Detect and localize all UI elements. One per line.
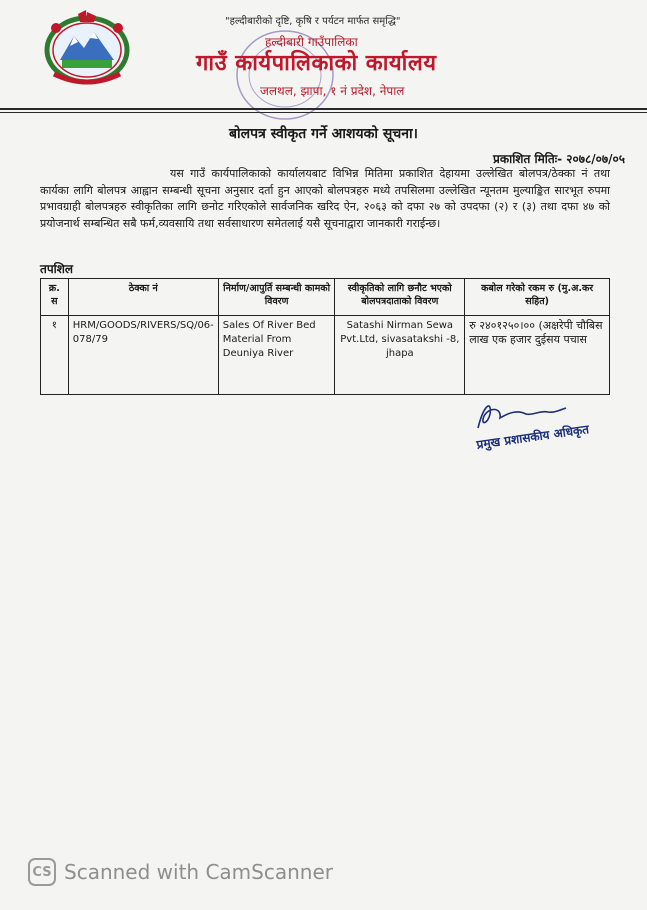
camscanner-watermark: Scanned with CamScanner	[64, 860, 333, 884]
notice-paragraph: यस गाउँ कार्यपालिकाको कार्यालयबाट विभिन्न मितिमा प्रकाशित देहायमा उल्लेखित बोलपत्र/ठेक्का नं तथा कार्यका लागि बोलपत्र आह्वान सम्बन्धी सूचना अनुसार दर्ता हुन आएको बोलपत्रहरु मध्ये तपसिलमा उल्लेखित न्यूनतम मुल्याङ्कित सारभूत रुपमा प्रभावग्राही बोलपत्रहरु स्वीकृतिका लागि छनोट गरिएकोले सार्वजनिक खरिद ऐन, २०६३ को दफा २७ को उपदफा (२) र (३) तथा दफा ४७ को प्रयोजनार्थ सम्बन्धित सबै फर्म,व्यवसायि तथा सर्वसाधारण समेतलाई यसै सूचनाद्वारा जानकारी गराईन्छ।	[40, 167, 610, 230]
details-heading: तपशिल	[40, 262, 74, 276]
camscanner-logo-icon: CS	[28, 858, 56, 886]
header-divider	[0, 108, 647, 110]
cell-serial: १	[41, 316, 69, 395]
slogan: "हल्दीबारीको दृष्टि, कृषि र पर्यटन मार्फत समृद्धि"	[225, 16, 401, 27]
header-serial: क्र. स	[41, 279, 69, 316]
award-table	[40, 278, 610, 395]
publish-date: प्रकाशित मितिः- २०७८/०७/०५	[493, 152, 625, 166]
header-bidder: स्वीकृतिको लागि छनौट भएको बोलपत्रदाताको विवरण	[335, 279, 465, 316]
header-work-description: निर्माण/आपुर्ति सम्बन्धी कामको विवरण	[218, 279, 335, 316]
municipality-name: हल्दीबारी गाउँपालिका	[265, 35, 358, 49]
table-row	[41, 316, 610, 395]
notice-title: बोलपत्र स्वीकृत गर्ने आशयको सूचना।	[229, 126, 418, 142]
notice-body	[40, 166, 610, 232]
table-header-row	[41, 279, 610, 316]
cell-bidder: Satashi Nirman Sewa Pvt.Ltd, sivasatakshi -8, jhapa	[335, 316, 465, 395]
header-contract-no: ठेक्का नं	[68, 279, 218, 316]
header-divider-thin	[0, 112, 647, 113]
nepal-emblem-icon	[40, 8, 134, 86]
office-address: जलथल, झापा, १ नं प्रदेश, नेपाल	[260, 84, 405, 98]
cell-work-description: Sales Of River Bed Material From Deuniya River	[218, 316, 335, 395]
header-amount: कबोल गरेको रकम रु (मु.अ.कर सहित)	[465, 279, 610, 316]
cell-contract-no: HRM/GOODS/RIVERS/SQ/06-078/79	[68, 316, 218, 395]
office-title: गाउँ कार्यपालिकाको कार्यालय	[196, 51, 437, 76]
signatory-title: प्रमुख प्रशासकीय अधिकृत	[475, 422, 590, 452]
cell-amount: रु २४०१२५०।०० (अक्षरेपी चौबिस लाख एक हजार दुईसय पचास	[465, 316, 610, 395]
